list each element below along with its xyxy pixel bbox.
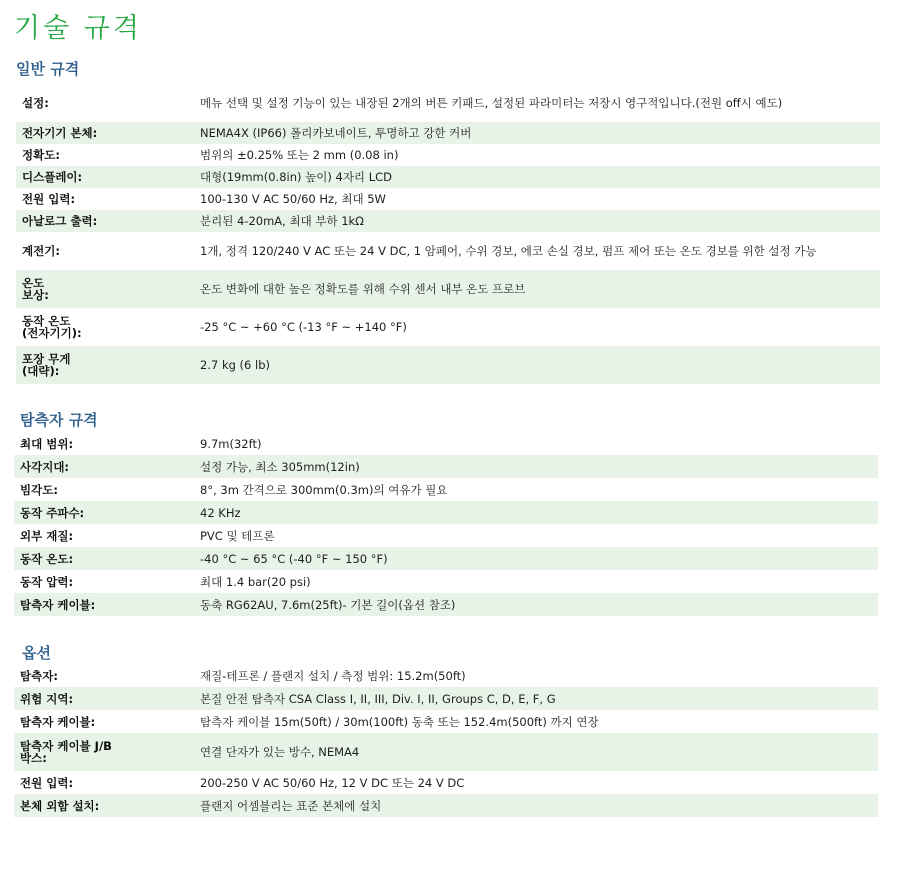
- spec-value: 연결 단자가 있는 방수, NEMA4: [194, 733, 878, 771]
- spec-value: 대형(19mm(0.8in) 높이) 4자리 LCD: [194, 166, 880, 188]
- page-title: 기술 규격: [14, 13, 142, 44]
- spec-value: 설정 가능, 최소 305mm(12in): [194, 455, 878, 478]
- section-heading-sensor: 탐측자 규격: [20, 411, 98, 429]
- spec-label: 빔각도:: [20, 482, 58, 497]
- spec-label: 동작 온도:: [14, 547, 194, 570]
- spec-label: 탐측자 케이블:: [14, 593, 194, 616]
- options-spec-table: [14, 664, 878, 817]
- spec-value: 9.7m(32ft): [200, 436, 262, 451]
- section-heading-options: 옵션: [22, 644, 51, 662]
- spec-label: 포장 무게 (대략):: [16, 346, 194, 384]
- sensor-spec-table: [14, 432, 878, 616]
- spec-value: PVC 및 테프론: [200, 528, 275, 543]
- spec-label: 온도 보상:: [16, 270, 194, 308]
- spec-label: 전원 입력:: [20, 775, 74, 790]
- spec-label: 설정:: [22, 96, 49, 110]
- spec-value: 범위의 ±0.25% 또는 2 mm (0.08 in): [200, 148, 399, 162]
- spec-value: 1개, 정격 120/240 V AC 또는 24 V DC, 1 암페어, 수위 경보, 에코 손실 경보, 펌프 제어 또는 온도 경보를 위한 설정 가능: [200, 244, 817, 258]
- spec-value: NEMA4X (IP66) 폴리카보네이트, 투명하고 강한 커버: [194, 122, 880, 144]
- spec-value: 42 KHz: [194, 501, 878, 524]
- spec-label: 탐측자 케이블 J/B 박스:: [14, 733, 194, 771]
- spec-value: 온도 변화에 대한 높은 정확도를 위해 수위 센서 내부 온도 프로브: [194, 270, 880, 308]
- spec-value: 분리된 4-20mA, 최대 부하 1kΩ: [194, 210, 880, 232]
- spec-value: 재질-테프론 / 플랜지 설치 / 측정 범위: 15.2m(50ft): [200, 668, 466, 683]
- spec-label: 계전기:: [22, 244, 60, 258]
- spec-label: 아날로그 출력:: [16, 210, 194, 232]
- spec-label: 디스플레이:: [16, 166, 194, 188]
- spec-value: 2.7 kg (6 lb): [194, 346, 880, 384]
- spec-label: 전원 입력:: [22, 192, 76, 206]
- section-heading-general: 일반 규격: [16, 60, 80, 78]
- spec-value: 플랜지 어셈블리는 표준 본체에 설치: [194, 794, 878, 817]
- spec-label: 사각지대:: [14, 455, 194, 478]
- spec-label: 본체 외함 설치:: [14, 794, 194, 817]
- spec-label: 탐측자:: [20, 668, 58, 683]
- spec-value: 8°, 3m 간격으로 300mm(0.3m)의 여유가 필요: [200, 482, 448, 497]
- spec-label: 외부 재질:: [20, 528, 74, 543]
- spec-value: -40 °C ~ 65 °C (-40 °F ~ 150 °F): [194, 547, 878, 570]
- spec-label: 동작 압력:: [20, 574, 74, 589]
- spec-label: 전자기기 본체:: [16, 122, 194, 144]
- spec-value: 최대 1.4 bar(20 psi): [200, 574, 311, 589]
- spec-label: 최대 범위:: [20, 436, 74, 451]
- spec-label: 동작 주파수:: [14, 501, 194, 524]
- spec-label: 탐측자 케이블:: [20, 714, 96, 729]
- spec-label: 위험 지역:: [14, 687, 194, 710]
- spec-label: 정확도:: [22, 148, 60, 162]
- spec-value: 본질 안전 탐측자 CSA Class I, II, III, Div. I, II, Groups C, D, E, F, G: [194, 687, 878, 710]
- spec-value: -25 °C ~ +60 °C (-13 °F ~ +140 °F): [200, 320, 407, 334]
- spec-value: 100-130 V AC 50/60 Hz, 최대 5W: [200, 192, 386, 206]
- spec-label: 동작 온도 (전자기기):: [22, 314, 82, 340]
- spec-value: 탐측자 케이블 15m(50ft) / 30m(100ft) 동축 또는 152.4m(500ft) 까지 연장: [200, 714, 599, 729]
- spec-value: 동축 RG62AU, 7.6m(25ft)- 기본 길이(옵션 참조): [194, 593, 878, 616]
- spec-value: 200-250 V AC 50/60 Hz, 12 V DC 또는 24 V DC: [200, 775, 465, 790]
- general-spec-table: [16, 84, 880, 384]
- spec-value: 메뉴 선택 및 설정 기능이 있는 내장된 2개의 버튼 키패드, 설정된 파라미터는 저장시 영구적입니다.(전원 off시 예도): [200, 96, 783, 110]
